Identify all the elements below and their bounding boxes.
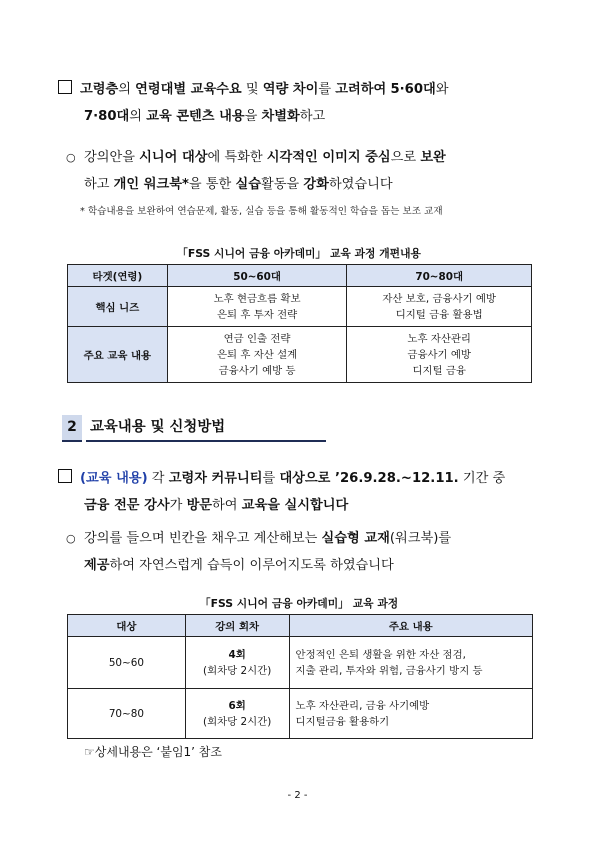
- checkbox-bullet-icon: [58, 80, 72, 94]
- curriculum-revision-table: [67, 264, 532, 383]
- table2-content-50-60: 안정적인 은퇴 생활을 위한 자산 점검, 지출 관리, 투자와 위험, 금융사기 방지 등: [289, 637, 532, 689]
- p1-line1: 고령층의 연령대별 교육수요 및 역량 차이를 고려하여 5·60대와: [80, 82, 449, 97]
- table2-sessions-70-80: 6회 (회차당 2시간): [185, 689, 289, 739]
- section-number: 2: [62, 415, 82, 442]
- p1-line2: 7·80대의 교육 콘텐츠 내용을 차별화하고: [84, 109, 326, 124]
- paragraph-elderly-curriculum: [58, 76, 548, 130]
- p4-line2: 제공하여 자연스럽게 습득이 이루어지도록 하였습니다: [84, 558, 394, 573]
- table2-header-target: 대상: [68, 615, 186, 637]
- paragraph-education-content: [58, 465, 548, 519]
- curriculum-table: [67, 614, 533, 739]
- table1-needs-70-80: 자산 보호, 금융사기 예방 디지털 금융 활용법: [347, 287, 532, 327]
- attachment-reference: ☞상세내용은 ‘붙임1’ 참조: [84, 745, 222, 759]
- p3-line2: 금융 전문 강사가 방문하여 교육을 실시합니다: [84, 498, 349, 513]
- table1-header-50-60: 50~60대: [167, 265, 347, 287]
- circle-bullet-icon: ○: [66, 151, 76, 164]
- table2-target-50-60: 50~60: [68, 637, 186, 689]
- table2-target-70-80: 70~80: [68, 689, 186, 739]
- table1-content-70-80: 노후 자산관리 금융사기 예방 디지털 금융: [347, 327, 532, 383]
- table2-sessions-50-60: 4회 (회차당 2시간): [185, 637, 289, 689]
- p4-line1: 강의를 들으며 빈칸을 채우고 계산해보는 실습형 교재(워크북)를: [84, 531, 452, 546]
- table1-content-50-60: 연금 인출 전략 은퇴 후 자산 설계 금융사기 예방 등: [167, 327, 347, 383]
- table1-row-label-needs: 핵심 니즈: [68, 287, 168, 327]
- p3-line1: (교육 내용) 각 고령자 커뮤니티를 대상으로 ’26.9.28.~12.11. 기간 중: [80, 471, 506, 486]
- table1-header-70-80: 70~80대: [347, 265, 532, 287]
- table1-row-label-content: 주요 교육 내용: [68, 327, 168, 383]
- table1-caption: 「FSS 시니어 금융 아카데미」 교육 과정 개편내용: [177, 247, 421, 260]
- table2-content-70-80: 노후 자산관리, 금융 사기예방 디지털금융 활용하기: [289, 689, 532, 739]
- circle-bullet-icon: ○: [66, 532, 76, 545]
- checkbox-bullet-icon: [58, 469, 72, 483]
- p2-line2: 하고 개인 워크북*을 통한 실습활동을 강화하였습니다: [84, 177, 393, 192]
- table2-header-sessions: 강의 회차: [185, 615, 289, 637]
- paragraph-workbook: [66, 525, 548, 579]
- table2-caption: 「FSS 시니어 금융 아카데미」 교육 과정: [199, 597, 399, 610]
- section-title: 교육내용 및 신청방법: [86, 415, 326, 442]
- footnote-workbook: * 학습내용을 보완하여 연습문제, 활동, 실습 등을 통해 활동적인 학습을 돕는 보조 교재: [80, 206, 443, 217]
- paragraph-lecture-materials: [66, 144, 548, 198]
- table1-needs-50-60: 노후 현금흐름 확보 은퇴 후 투자 전략: [167, 287, 347, 327]
- table2-header-content: 주요 내용: [289, 615, 532, 637]
- table1-header-target: 타겟(연령): [68, 265, 168, 287]
- page-number: - 2 -: [287, 790, 308, 801]
- p2-line1: 강의안을 시니어 대상에 특화한 시각적인 이미지 중심으로 보완: [84, 150, 446, 165]
